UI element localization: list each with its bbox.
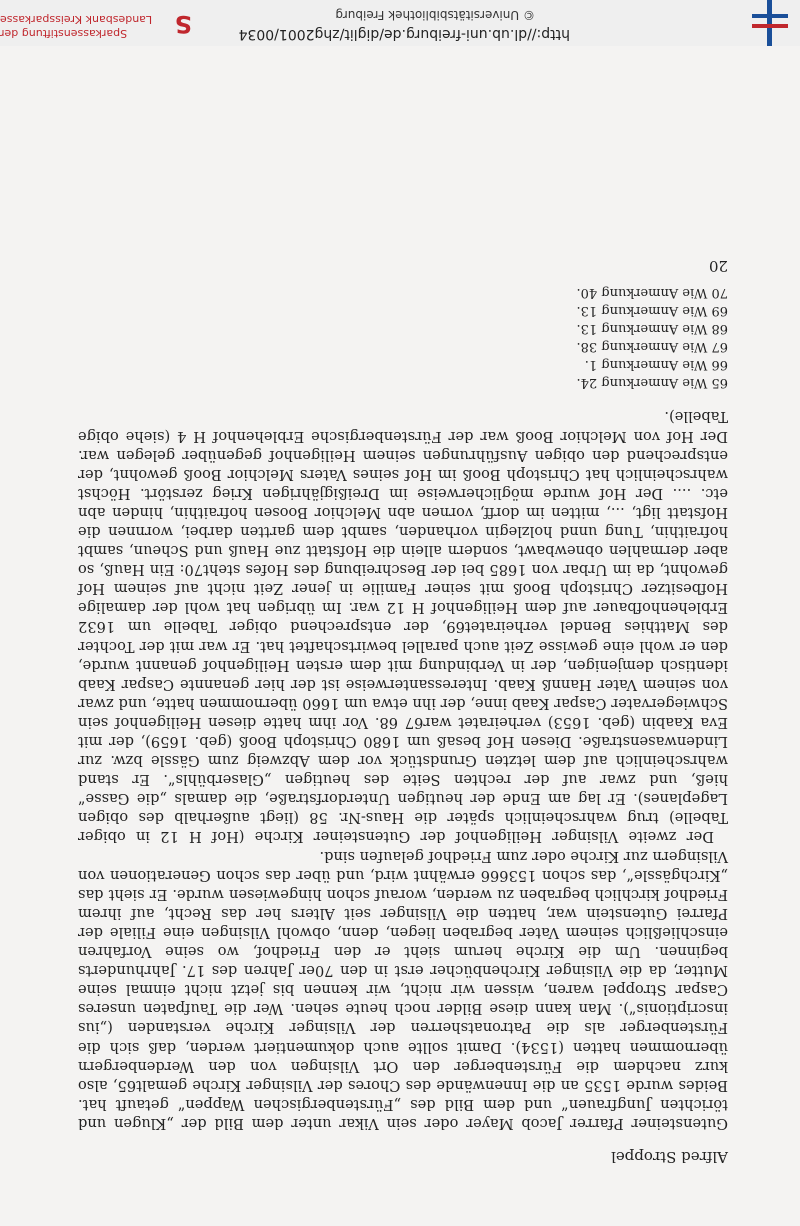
paragraph-1: Gutensteiner Pfarrer Jacob Mayer oder sein Vikar unter dem Bild der „Klugen und törichten Jungfrauen“ und dem Bild des „Fürstenbergischen Wappen“ getauft hat. Beides wurde 1535 an die Innenwände des Chores der Vilsinger Kirche gemalt65, also kurz nachdem die Fürstenberger den Ort Vilsingen von den Werdenbergern übernommen hatten (1534). Damit sollte auch dokumentiert werden, daß sich die Fürstenberger als die Patronatsherren der Vilsinger Kirche verstanden („ius inscriptionis“). Man kann diese Bilder noch heute sehen. Wer die Taufpaten unseres Caspar Stroppel waren, wissen wir nicht, wir kennen bis jetzt nicht einmal seine Mutter, da die Vilsinger Kirchenbücher erst in den 70er Jahren des 17. Jahrhunderts beginnen. Um die Kirche herum sieht er den Friedhof, wo seine Vorfahren einschließlich seinem Vater begraben liegen, denn, obwohl Vilsingen eine Filiale der Pfarrei Gutenstein war, hatten die Vilsinger seit Alters her das Recht, auf ihrem Friedhof kirchlich begraben zu werden, worauf schon hingewiesen wurde. Er sieht das „Kirchgässle“, das schon 153666 erwähnt wird, und über das schon Generationen von Vilsingern zur Kirche oder zum Friedhof gelaufen sind. [78, 847, 728, 1132]
footnote: 67 Wie Anmerkung 38. [576, 339, 728, 355]
running-head: Alfred Stroppel [611, 1148, 728, 1166]
viewer-header [0, 0, 800, 46]
footnote: 65 Wie Anmerkung 24. [576, 375, 728, 391]
digitization-url[interactable]: http://dl.ub.uni-freiburg.de/diglit/zhg2001/0034 [238, 26, 570, 42]
footnote: 70 Wie Anmerkung 40. [576, 285, 728, 301]
body-text [78, 256, 728, 1166]
sponsor-text: Sparkassenstiftung der Landesbank Kreissparkasse [0, 13, 153, 40]
sparkasse-logo-icon: S [174, 10, 192, 38]
footnote: 68 Wie Anmerkung 13. [576, 321, 728, 337]
footnote: 66 Wie Anmerkung 1. [584, 357, 728, 373]
page-number: 20 [708, 257, 728, 276]
footnotes [78, 283, 728, 391]
paragraph-2: Der zweite Vilsinger Heiligenhof der Gutensteiner Kirche (Hof H 12 in obiger Tabelle) trug wahrscheinlich später die Haus-Nr. 58 (liegt außerhalb des obigen Lageplanes). Er lag am Ende der heutigen Unterdorfstraße, die damals „die Gasse“ hieß, und zwar auf der rechten Seite des heutigen „Glaserbühls“. Er stand wahrscheinlich auf dem letzten Grundstück vor dem Abzweig zum Gässle bzw. zur Lindenwasenstraße. Diesen Hof besaß um 1680 Christoph Booß (geb. 1659), der mit Eva Kaabin (geb. 1653) verheiratet war67 68. Vor ihm hatte diesen Heiligenhof sein Schwiegervater Caspar Kaab inne, der ihn etwa um 1660 übernommen hatte, und zwar von seinem Vater Hannß Kaab. Interessanterweise ist der hier genannte Caspar Kaab identisch demjenigen, der in Verbindung mit dem ersten Heiligenhof genannt wurde, den er wohl eine gewisse Zeit auch parallel bewirtschaftet hat. Er war mit der Tochter des Matthies Bendel verheiratet69, der entsprechend obiger Tabelle um 1632 Erblehenhofbauer auf dem Heiligenhof H 12 war. Im übrigen hat wohl der damalige Hofbesitzer Christoph Booß mit seiner Familie in jener Zeit nicht auf seinem Hof gewohnt, da im Urbar von 1685 bei der Beschreibung des Hofes steht70: Ein Hauß, so aber dermahlen obnewbawt, sondern allein die Hofstatt zue Hauß und Scheun, sambt hofraithin, Tung unnd holzlegin vorhanden, sambt dem gartten darbei, wornnen die Hofstatt ligt, ..., mitten im dorff, vornen abn Melchior Boosen hofraithin, hinden abn etc. .... Der Hof wurde möglicherweise im Dreißigjährigen Krieg zerstört. Höchst wahrscheinlich hat Christoph Booß im Hof seines Vaters Melchior Booß gewohnt, der entsprechend den obigen Ausführungen seinem Heiligenhof gegenüber gelegen war. Der Hof von Melchior Booß war der Fürstenbergische Erblehenhof H 4 (siehe obige Tabelle). [78, 408, 728, 846]
footnote: 69 Wie Anmerkung 13. [576, 303, 728, 319]
copyright-line: © Universitätsbibliothek Freiburg [335, 8, 535, 22]
library-logo-icon [750, 0, 790, 46]
